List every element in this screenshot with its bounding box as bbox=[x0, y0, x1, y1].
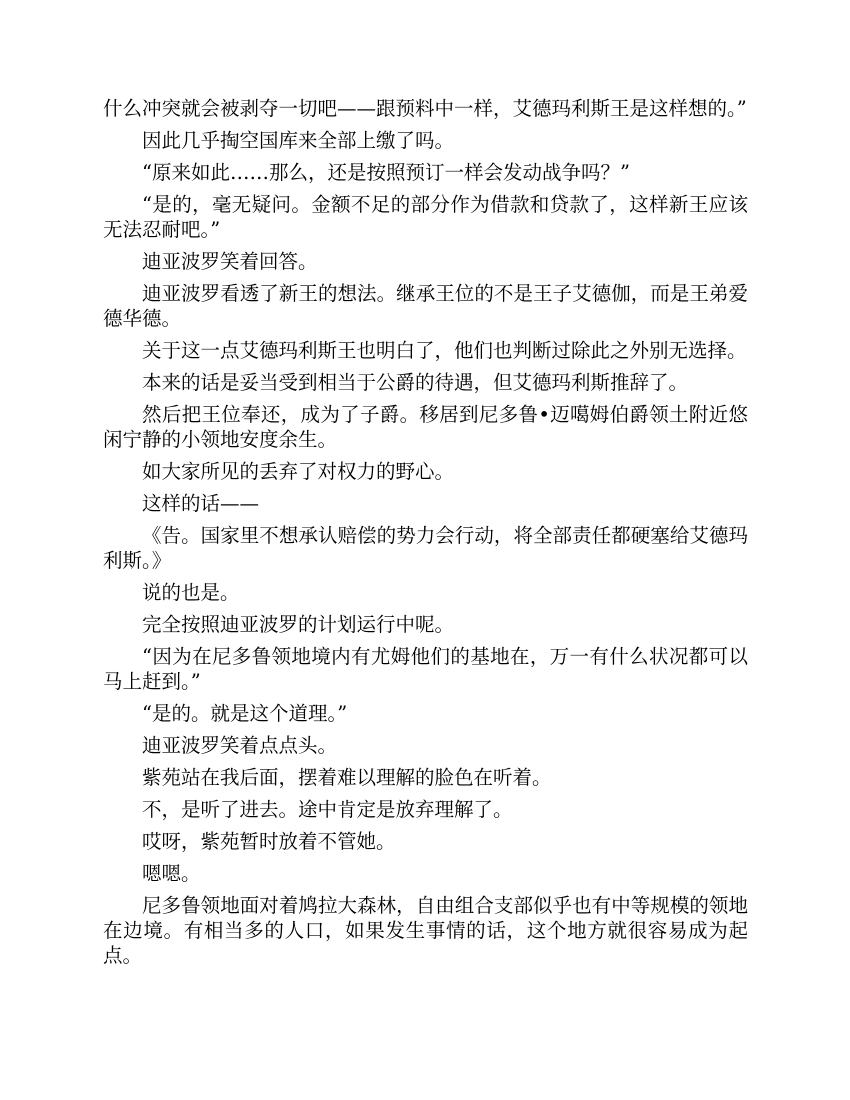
paragraph: 哎呀，紫苑暂时放着不管她。 bbox=[142, 830, 396, 853]
paragraph: 迪亚波罗笑着点点头。 bbox=[142, 734, 338, 757]
paragraph: 说的也是。 bbox=[142, 581, 240, 604]
paragraph: 然后把王位奉还，成为了子爵。移居到尼多鲁•迈噶姆伯爵领土附近悠闲宁静的小领地安度余生。 bbox=[103, 403, 748, 451]
paragraph: 迪亚波罗笑着回答。 bbox=[142, 250, 318, 273]
paragraph: 《告。国家里不想承认赔偿的势力会行动，将全部责任都硬塞给艾德玛利斯。》 bbox=[103, 524, 748, 572]
paragraph: “原来如此……那么，还是按照预订一样会发动战争吗？” bbox=[142, 161, 630, 184]
paragraph: 什么冲突就会被剥夺一切吧——跟预料中一样，艾德玛利斯王是这样想的。” bbox=[103, 97, 747, 120]
paragraph: 关于这一点艾德玛利斯王也明白了，他们也判断过除此之外别无选择。 bbox=[142, 339, 747, 362]
paragraph: 如大家所见的丢弃了对权力的野心。 bbox=[142, 460, 455, 483]
paragraph: 嗯嗯。 bbox=[142, 862, 201, 885]
paragraph: 尼多鲁领地面对着鸠拉大森林，自由组合支部似乎也有中等规模的领地在边境。有相当多的人口，如果发生事情的话，这个地方就很容易成为起点。 bbox=[103, 894, 748, 967]
paragraph: 这样的话—— bbox=[142, 492, 260, 515]
paragraph: 紫苑站在我后面，摆着难以理解的脸色在听着。 bbox=[142, 766, 552, 789]
paragraph: 因此几乎掏空国库来全部上缴了吗。 bbox=[142, 129, 455, 152]
paragraph: 不，是听了进去。途中肯定是放弃理解了。 bbox=[142, 798, 513, 821]
text-body bbox=[103, 96, 748, 975]
paragraph: “是的，毫无疑问。金额不足的部分作为借款和贷款了，这样新王应该无法忍耐吧。” bbox=[103, 193, 748, 241]
paragraph: “是的。就是这个道理。” bbox=[142, 702, 348, 725]
paragraph: 完全按照迪亚波罗的计划运行中呢。 bbox=[142, 613, 455, 636]
paragraph: “因为在尼多鲁领地境内有尤姆他们的基地在，万一有什么状况都可以马上赶到。” bbox=[103, 645, 748, 693]
paragraph: 迪亚波罗看透了新王的想法。继承王位的不是王子艾德伽，而是王弟爱德华德。 bbox=[103, 282, 748, 330]
paragraph: 本来的话是妥当受到相当于公爵的待遇，但艾德玛利斯推辞了。 bbox=[142, 371, 689, 394]
